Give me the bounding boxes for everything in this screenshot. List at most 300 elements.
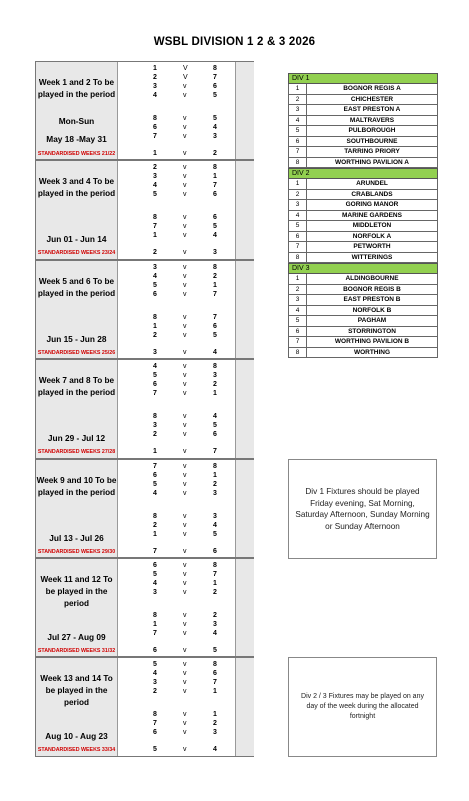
home-team-number: 6 xyxy=(153,290,157,298)
period-label: Week 13 and 14 To be played in the period xyxy=(40,674,113,708)
versus-label: v xyxy=(183,489,187,497)
away-team-number: 7 xyxy=(213,679,217,687)
team-number: 3 xyxy=(289,200,307,210)
fixture-row xyxy=(117,646,235,655)
fixture-row xyxy=(117,114,235,123)
away-team-number: 8 xyxy=(213,263,217,271)
team-name: WORTHING xyxy=(353,348,391,356)
home-team-number: 2 xyxy=(153,431,157,439)
fixture-row xyxy=(117,290,235,299)
versus-label: v xyxy=(183,191,187,199)
home-team-number: 4 xyxy=(153,580,157,587)
versus-label: v xyxy=(183,348,187,356)
versus-label: v xyxy=(183,363,187,371)
date-range: Jul 27 - Aug 09 xyxy=(47,632,106,642)
versus-label: v xyxy=(183,313,187,321)
div1-note: Div 1 Fixtures should be played Friday evening, Sat Morning, Saturday Afternoon, Sunday Morning or Sunday Afternoon xyxy=(288,459,437,559)
team-name: MARINE GARDENS xyxy=(342,211,402,219)
team-number: 5 xyxy=(289,126,307,136)
team-name: BOGNOR REGIS A xyxy=(343,85,401,92)
away-team-number: 8 xyxy=(213,363,217,371)
home-team-number: 1 xyxy=(153,232,157,240)
versus-label: v xyxy=(183,390,187,398)
date-range: Jun 29 - Jul 12 xyxy=(47,433,106,444)
versus-label: v xyxy=(183,133,187,140)
period-label: Week 1 and 2 To be played in the period xyxy=(37,78,116,99)
home-team-number: 2 xyxy=(153,521,157,529)
team-number: 2 xyxy=(289,190,307,200)
fixture-row xyxy=(117,222,235,231)
date-range: Jun 15 - Jun 28 xyxy=(46,333,107,344)
fixture-row xyxy=(117,371,235,380)
away-team-number: 6 xyxy=(213,670,217,678)
team-name: EAST PRESTON A xyxy=(343,106,401,113)
team-name: GORING MANOR xyxy=(345,201,399,208)
away-team-number: 4 xyxy=(213,348,217,356)
team-number: 5 xyxy=(289,316,307,326)
team-row xyxy=(288,105,438,116)
versus-label: v xyxy=(183,372,187,380)
fixture-row xyxy=(117,547,235,556)
away-team-number: 1 xyxy=(213,711,217,719)
versus-label: v xyxy=(183,164,187,172)
away-team-number: 2 xyxy=(213,272,217,280)
fixture-row xyxy=(117,530,235,539)
home-team-number: 6 xyxy=(153,729,157,737)
fixture-row xyxy=(117,521,235,530)
home-team-number: 2 xyxy=(153,331,157,339)
team-row xyxy=(288,221,438,232)
team-row xyxy=(288,253,438,264)
away-team-number: 3 xyxy=(213,489,217,497)
team-number: 4 xyxy=(289,211,307,221)
versus-label: v xyxy=(183,612,187,619)
home-team-number: 3 xyxy=(153,589,157,596)
versus-label: v xyxy=(183,413,187,421)
team-name: CRABLANDS xyxy=(351,190,393,198)
away-team-number: 4 xyxy=(213,232,217,240)
fixture-row xyxy=(117,163,235,172)
versus-label: v xyxy=(183,249,187,257)
period-label: Week 7 and 8 To be played in the period xyxy=(37,376,116,398)
team-row xyxy=(288,95,438,106)
away-team-number: 3 xyxy=(213,729,217,737)
home-team-number: 8 xyxy=(153,711,157,719)
home-team-number: 5 xyxy=(153,191,157,199)
fixture-row xyxy=(117,172,235,181)
versus-label: V xyxy=(183,74,188,81)
home-team-number: 7 xyxy=(153,223,157,231)
team-name: NORFOLK A xyxy=(352,232,392,240)
home-team-number: 6 xyxy=(153,124,157,131)
away-team-number: 5 xyxy=(213,92,217,99)
fixture-row xyxy=(117,588,235,597)
fixture-row xyxy=(117,181,235,190)
away-team-number: 2 xyxy=(213,480,217,488)
versus-label: v xyxy=(183,124,187,131)
away-team-number: 4 xyxy=(213,521,217,529)
versus-label: v xyxy=(183,547,187,555)
divisions-table xyxy=(288,73,438,358)
date-range: Jul 13 - Jul 26 xyxy=(49,532,104,543)
away-team-number: 7 xyxy=(213,182,217,190)
away-team-number: 5 xyxy=(213,331,217,339)
away-team-number: 7 xyxy=(213,290,217,298)
away-team-number: 4 xyxy=(213,124,217,131)
fixture-block xyxy=(35,160,254,259)
home-team-number: 4 xyxy=(153,363,157,371)
home-team-number: 1 xyxy=(153,65,157,72)
period-label: Week 9 and 10 To be played in the period xyxy=(36,475,117,497)
home-team-number: 6 xyxy=(153,471,157,479)
versus-label: v xyxy=(183,214,187,222)
fixture-block xyxy=(35,359,254,458)
date-range: Jun 01 - Jun 14 xyxy=(46,234,107,245)
team-number: 1 xyxy=(289,274,307,284)
home-team-number: 1 xyxy=(153,322,157,330)
team-row xyxy=(288,200,438,211)
away-team-number: 1 xyxy=(213,173,217,181)
team-number: 2 xyxy=(289,285,307,295)
team-name: WITTERINGS xyxy=(351,253,393,261)
home-team-number: 2 xyxy=(153,164,157,172)
versus-label: v xyxy=(183,630,187,637)
away-team-number: 5 xyxy=(213,115,217,122)
team-row xyxy=(288,137,438,148)
fixture-row xyxy=(117,669,235,678)
team-name: PETWORTH xyxy=(353,243,391,250)
team-row xyxy=(288,158,438,169)
home-team-number: 3 xyxy=(153,679,157,687)
fixture-row xyxy=(117,678,235,687)
team-row xyxy=(288,232,438,243)
fixture-row xyxy=(117,389,235,398)
versus-label: v xyxy=(183,322,187,330)
team-row xyxy=(288,126,438,137)
home-team-number: 4 xyxy=(153,489,157,497)
versus-label: v xyxy=(183,381,187,389)
away-team-number: 2 xyxy=(213,381,217,389)
fixture-row xyxy=(117,687,235,696)
versus-label: v xyxy=(183,263,187,271)
fixture-row xyxy=(117,231,235,240)
versus-label: v xyxy=(183,422,187,430)
period-label: Week 3 and 4 To be played in the period xyxy=(37,177,116,199)
away-team-number: 7 xyxy=(213,448,217,456)
date-range: May 18 -May 31 xyxy=(46,134,107,144)
home-team-number: 3 xyxy=(153,422,157,430)
fixture-row xyxy=(117,190,235,199)
home-team-number: 5 xyxy=(153,571,157,578)
versus-label: v xyxy=(183,182,187,190)
home-team-number: 8 xyxy=(153,115,157,122)
fixture-row xyxy=(117,362,235,371)
home-team-number: 7 xyxy=(153,720,157,728)
home-team-number: 3 xyxy=(153,83,157,90)
standardised-weeks: STANDARDISED WEEKS 23/24 xyxy=(37,250,116,257)
versus-label: v xyxy=(183,530,187,538)
away-team-number: 2 xyxy=(213,589,217,596)
versus-label: v xyxy=(183,480,187,488)
away-team-number: 6 xyxy=(213,431,217,439)
fixture-row xyxy=(117,471,235,480)
fixture-row xyxy=(117,412,235,421)
days-label: Mon-Sun xyxy=(58,116,95,126)
team-row xyxy=(288,116,438,127)
away-team-number: 7 xyxy=(213,313,217,321)
away-team-number: 6 xyxy=(213,214,217,222)
home-team-number: 6 xyxy=(153,562,157,569)
away-team-number: 2 xyxy=(213,612,217,619)
team-name: EAST PRESTON B xyxy=(343,296,401,303)
team-number: 3 xyxy=(289,105,307,115)
fixture-row xyxy=(117,123,235,132)
fixture-row xyxy=(117,73,235,82)
fixture-row xyxy=(117,331,235,340)
fixture-row xyxy=(117,579,235,588)
home-team-number: 1 xyxy=(153,150,157,157)
fixture-row xyxy=(117,447,235,456)
home-team-number: 5 xyxy=(153,661,157,669)
home-team-number: 7 xyxy=(153,390,157,398)
team-name: CHICHESTER xyxy=(350,95,394,103)
team-name: ALDINGBOURNE xyxy=(345,275,399,282)
division-header: DIV 2 xyxy=(288,168,438,179)
fixture-row xyxy=(117,281,235,290)
home-team-number: 1 xyxy=(153,530,157,538)
team-number: 6 xyxy=(289,137,307,147)
period-label: Week 11 and 12 To be played in the period xyxy=(40,575,113,608)
standardised-weeks: STANDARDISED WEEKS 31/32 xyxy=(37,648,116,654)
div23-note: Div 2 / 3 Fixtures may be played on any day of the week during the allocated fortnight xyxy=(288,657,437,757)
fixture-row xyxy=(117,430,235,439)
standardised-weeks: STANDARDISED WEEKS 25/26 xyxy=(37,349,116,356)
away-team-number: 7 xyxy=(213,74,217,81)
team-number: 7 xyxy=(289,337,307,347)
team-name: WORTHING PAVILION A xyxy=(335,158,409,166)
versus-label: v xyxy=(183,462,187,470)
versus-label: v xyxy=(183,562,187,569)
team-name: MIDDLETON xyxy=(352,222,392,229)
team-row xyxy=(288,84,438,95)
home-team-number: 4 xyxy=(153,182,157,190)
versus-label: v xyxy=(183,521,187,529)
fixture-row xyxy=(117,512,235,521)
fixture-row xyxy=(117,149,235,158)
home-team-number: 8 xyxy=(153,512,157,520)
right-column xyxy=(235,559,254,656)
team-number: 4 xyxy=(289,116,307,126)
versus-label: v xyxy=(183,173,187,181)
fixture-block xyxy=(35,61,254,160)
team-row xyxy=(288,295,438,306)
away-team-number: 3 xyxy=(213,621,217,628)
home-team-number: 1 xyxy=(153,621,157,628)
home-team-number: 8 xyxy=(153,612,157,619)
versus-label: v xyxy=(183,621,187,628)
away-team-number: 1 xyxy=(213,580,217,587)
home-team-number: 3 xyxy=(153,263,157,271)
away-team-number: 6 xyxy=(213,83,217,90)
team-name: TARRING PRIORY xyxy=(344,148,400,155)
home-team-number: 5 xyxy=(153,281,157,289)
fixture-row xyxy=(117,248,235,257)
versus-label: v xyxy=(183,711,187,719)
home-team-number: 6 xyxy=(153,647,157,654)
fixture-block xyxy=(35,260,254,359)
home-team-number: 2 xyxy=(153,74,157,81)
fixture-row xyxy=(117,489,235,498)
away-team-number: 6 xyxy=(213,191,217,199)
away-team-number: 8 xyxy=(213,562,217,569)
home-team-number: 4 xyxy=(153,670,157,678)
team-row xyxy=(288,242,438,253)
away-team-number: 2 xyxy=(213,720,217,728)
versus-label: v xyxy=(183,83,187,90)
versus-label: v xyxy=(183,232,187,240)
standardised-weeks: STANDARDISED WEEKS 33/34 xyxy=(37,747,116,754)
away-team-number: 8 xyxy=(213,462,217,470)
team-name: WORTHING PAVILION B xyxy=(334,338,410,345)
fixture-row xyxy=(117,480,235,489)
home-team-number: 3 xyxy=(153,348,157,356)
versus-label: v xyxy=(183,661,187,669)
fixture-row xyxy=(117,322,235,331)
fixture-row xyxy=(117,64,235,73)
fixture-row xyxy=(117,629,235,638)
versus-label: v xyxy=(183,512,187,520)
fixture-row xyxy=(117,745,235,754)
home-team-number: 5 xyxy=(153,480,157,488)
away-team-number: 8 xyxy=(213,65,217,72)
standardised-weeks: STANDARDISED WEEKS 29/30 xyxy=(37,548,116,555)
away-team-number: 1 xyxy=(213,390,217,398)
home-team-number: 5 xyxy=(153,372,157,380)
away-team-number: 6 xyxy=(213,547,217,555)
team-number: 3 xyxy=(289,295,307,305)
home-team-number: 8 xyxy=(153,214,157,222)
fixture-row xyxy=(117,380,235,389)
home-team-number: 7 xyxy=(153,547,157,555)
away-team-number: 8 xyxy=(213,164,217,172)
versus-label: v xyxy=(183,580,187,587)
right-column xyxy=(235,658,254,755)
team-number: 7 xyxy=(289,147,307,157)
fixture-block xyxy=(35,558,254,657)
versus-label: v xyxy=(183,720,187,728)
home-team-number: 2 xyxy=(153,688,157,696)
period-label: Week 5 and 6 To be played in the period xyxy=(37,276,116,298)
team-number: 7 xyxy=(289,242,307,252)
away-team-number: 5 xyxy=(213,530,217,538)
team-number: 1 xyxy=(289,84,307,94)
team-row xyxy=(288,348,438,359)
team-row xyxy=(288,147,438,158)
away-team-number: 8 xyxy=(213,661,217,669)
right-column xyxy=(235,62,254,159)
team-number: 1 xyxy=(289,179,307,189)
versus-label: v xyxy=(183,688,187,696)
fixture-row xyxy=(117,728,235,737)
away-team-number: 4 xyxy=(213,630,217,637)
home-team-number: 6 xyxy=(153,381,157,389)
fixture-block xyxy=(35,459,254,558)
right-column xyxy=(235,360,254,457)
home-team-number: 4 xyxy=(153,92,157,99)
away-team-number: 4 xyxy=(213,746,217,754)
team-name: PULBOROUGH xyxy=(348,127,396,134)
away-team-number: 4 xyxy=(213,413,217,421)
away-team-number: 1 xyxy=(213,281,217,289)
versus-label: v xyxy=(183,571,187,578)
away-team-number: 5 xyxy=(213,223,217,231)
away-team-number: 7 xyxy=(213,571,217,578)
fixture-row xyxy=(117,82,235,91)
versus-label: v xyxy=(183,281,187,289)
fixture-row xyxy=(117,620,235,629)
away-team-number: 5 xyxy=(213,422,217,430)
versus-label: v xyxy=(183,471,187,479)
team-row xyxy=(288,211,438,222)
team-name: PAGHAM xyxy=(357,317,387,324)
versus-label: v xyxy=(183,448,187,456)
team-row xyxy=(288,274,438,285)
page-title: WSBL DIVISION 1 2 & 3 2026 xyxy=(153,36,316,48)
team-name: MALTRAVERS xyxy=(349,116,395,124)
fixture-block xyxy=(35,657,254,756)
versus-label: v xyxy=(183,150,187,157)
home-team-number: 2 xyxy=(153,249,157,257)
away-team-number: 6 xyxy=(213,322,217,330)
team-row xyxy=(288,327,438,338)
versus-label: v xyxy=(183,290,187,298)
versus-label: v xyxy=(183,431,187,439)
right-column xyxy=(235,161,254,258)
versus-label: v xyxy=(183,670,187,678)
away-team-number: 2 xyxy=(213,150,217,157)
fixture-row xyxy=(117,660,235,669)
fixture-row xyxy=(117,91,235,100)
versus-label: v xyxy=(183,729,187,737)
away-team-number: 1 xyxy=(213,471,217,479)
team-row xyxy=(288,316,438,327)
division-header: DIV 1 xyxy=(288,73,438,84)
fixture-schedule xyxy=(35,61,254,757)
team-number: 2 xyxy=(289,95,307,105)
home-team-number: 1 xyxy=(153,448,157,456)
team-row xyxy=(288,179,438,190)
team-number: 4 xyxy=(289,306,307,316)
home-team-number: 7 xyxy=(153,462,157,470)
right-column xyxy=(235,261,254,358)
fixture-row xyxy=(117,132,235,141)
home-team-number: 8 xyxy=(153,413,157,421)
away-team-number: 3 xyxy=(213,249,217,257)
home-team-number: 7 xyxy=(153,630,157,637)
team-name: SOUTHBOURNE xyxy=(346,137,398,145)
versus-label: v xyxy=(183,647,187,654)
away-team-number: 5 xyxy=(213,647,217,654)
division-header: DIV 3 xyxy=(288,263,438,274)
versus-label: v xyxy=(183,331,187,339)
fixture-row xyxy=(117,570,235,579)
home-team-number: 8 xyxy=(153,313,157,321)
team-row xyxy=(288,285,438,296)
fixture-row xyxy=(117,348,235,357)
team-number: 8 xyxy=(289,253,307,263)
away-team-number: 3 xyxy=(213,372,217,380)
standardised-weeks: STANDARDISED WEEKS 27/28 xyxy=(37,449,116,456)
